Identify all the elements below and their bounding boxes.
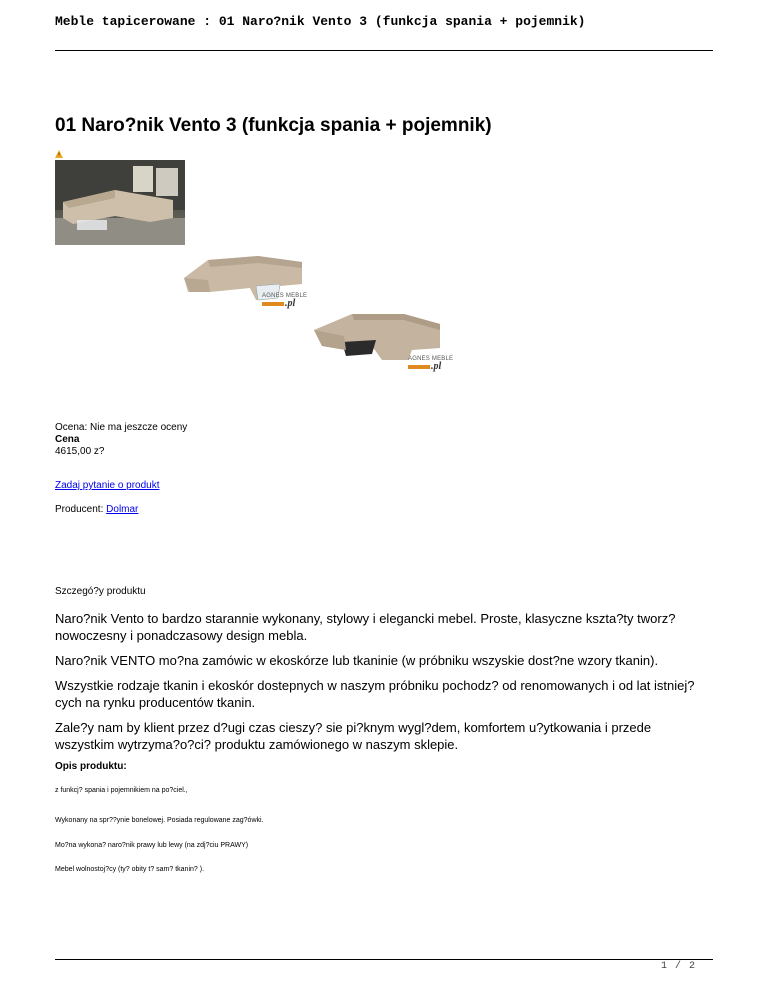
rating-text: Ocena: Nie ma jeszcze oceny xyxy=(55,422,188,433)
brand-logo-1 xyxy=(262,293,307,309)
producer-line xyxy=(55,504,138,516)
ask-question-link[interactable]: Zadaj pytanie o produkt xyxy=(55,480,160,491)
footer-rule xyxy=(55,959,713,960)
details-paragraph-1: Naro?nik Vento to bardzo starannie wykonany, stylowy i elegancki mebel. Proste, klasyczne kszta?ty tworz? nowoczesny i ponadczasowy design mebla. xyxy=(55,611,676,643)
details-paragraph-4: Zale?y nam by klient przez d?ugi czas cieszy? sie pi?knym wygl?dem, komfortem u?ytkowania i przede wszystkim wytrzyma?o?ci? produktu zamówionego w naszym sklepie. xyxy=(55,720,652,752)
page-indicator: 1 / 2 xyxy=(660,961,696,972)
product-photo xyxy=(55,160,185,245)
logo-bar xyxy=(408,365,430,369)
warning-icon xyxy=(55,150,63,158)
brand-logo-2 xyxy=(408,356,453,372)
details-paragraph-2: Naro?nik VENTO mo?na zamówic w ekoskórze lub tkaninie (w próbniku wszyskie dost?ne wzory tkanin). xyxy=(55,653,659,668)
details-paragraph-3: Wszystkie rodzaje tkanin i ekoskór dostepnych w naszym próbniku pochodz? od renomowanych i od lat istniej?cych na rynku producentów tkanin. xyxy=(55,678,695,710)
logo-pl-text: .pl xyxy=(285,298,296,309)
sofa-image-bottom xyxy=(312,310,442,362)
description-item: Wykonany na spr??ynie bonelowej. Posiada regulowane zag?ówki. xyxy=(55,817,264,824)
description-item: Mo?na wykona? naro?nik prawy lub lewy (na zdj?ciu PRAWY) xyxy=(55,842,249,849)
header-rule xyxy=(55,50,713,51)
description-item: z funkcj? spania i pojemnikiem na po?ciel., xyxy=(55,787,188,794)
price-label: Cena xyxy=(55,434,80,445)
running-header: Meble tapicerowane : 01 Naro?nik Vento 3 (funkcja spania + pojemnik) xyxy=(55,14,586,29)
logo-pl-text: .pl xyxy=(431,361,442,372)
description-item: Mebel wolnostoj?cy (ty? obity t? sam? tkanin? ). xyxy=(55,866,205,873)
producer-label: Producent: xyxy=(55,504,107,515)
logo-top-text: AGNES MEBLE xyxy=(408,356,454,362)
logo-top-text: AGNES MEBLE xyxy=(262,293,308,299)
page-title: 01 Naro?nik Vento 3 (funkcja spania + pojemnik) xyxy=(55,115,492,136)
producer-link[interactable]: Dolmar xyxy=(106,504,139,515)
details-heading: Szczegó?y produktu xyxy=(55,586,146,597)
logo-bar xyxy=(262,302,284,306)
price-value: 4615,00 z? xyxy=(55,446,105,457)
description-heading: Opis produktu: xyxy=(55,761,127,772)
